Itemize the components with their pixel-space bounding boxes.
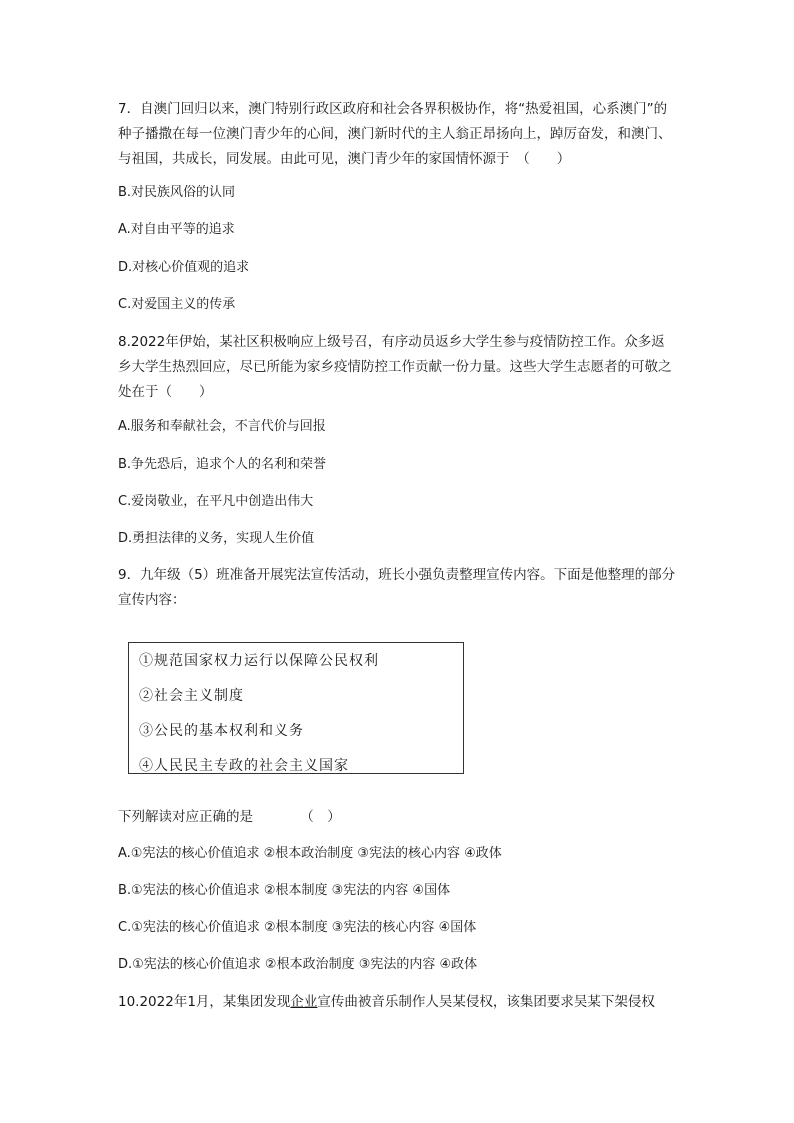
q9-box-item-2: ②社会主义制度 (139, 688, 244, 704)
q10-stem (118, 990, 678, 1015)
q7-stem: 7．自澳门回归以来，澳门特别行政区政府和社会各界积极协作，将“热爱祖国，心系澳门”的种子播撒在每一位澳门青少年的心间，澳门新时代的主人翁正昂扬向上，踔厉奋发，和澳门、与祖国，共成长，同发展。由此可见，澳门青少年的家国情怀源于 （ ） (118, 101, 672, 167)
q9-box-item-3: ③公民的基本权利和义务 (139, 723, 304, 739)
q9-question: 下列解读对应正确的是 （ ） (118, 809, 341, 825)
q9-option-b: B.①宪法的核心价值追求 ②根本制度 ③宪法的内容 ④国体 (118, 883, 451, 898)
q9-option-a: A.①宪法的核心价值追求 ②根本政治制度 ③宪法的核心内容 ④政体 (118, 846, 502, 861)
q9-option-c: C.①宪法的核心价值追求 ②根本制度 ③宪法的核心内容 ④国体 (118, 920, 477, 935)
q9-stem: 9．九年级（5）班准备开展宪法宣传活动，班长小强负责整理宣传内容。下面是他整理的部分宣传内容： (118, 567, 676, 608)
q9-content-box (128, 642, 464, 774)
q8-option-c: C.爱岗敬业，在平凡中创造出伟大 (118, 494, 314, 509)
q9-box-item-4: ④人民民主专政的社会主义国家 (139, 758, 349, 774)
q7-option-2: A.对自由平等的追求 (118, 222, 235, 237)
q7-option-4: C.对爱国主义的传承 (118, 297, 236, 312)
q8-option-a: A.服务和奉献社会，不言代价与回报 (118, 419, 326, 434)
q8-option-b: B.争先恐后，追求个人的名利和荣誉 (118, 457, 327, 472)
q7-option-3: D.对核心价值观的追求 (118, 260, 250, 275)
q9-box-item-1: ①规范国家权力运行以保障公民权利 (139, 653, 379, 669)
q8-stem: 8.2022年伊始，某社区积极响应上级号召，有序动员返乡大学生参与疫情防控工作。众多返乡大学生热烈回应，尽已所能为家乡疫情防控工作贡献一份力量。这些大学生志愿者的可敬之处在于（ ） (118, 334, 672, 400)
q10-stem-part2: 宣传曲被音乐制作人吴某侵权，该集团要求吴某下架侵权 (317, 994, 655, 1010)
q7-option-1: B.对民族风俗的认同 (118, 185, 236, 200)
q9-option-d: D.①宪法的核心价值追求 ②根本政治制度 ③宪法的内容 ④政体 (118, 957, 478, 972)
q10-stem-underlined: 企业 (290, 994, 318, 1010)
q10-stem-part1: 10.2022年1月，某集团发现 (118, 994, 291, 1010)
q8-option-d: D.勇担法律的义务，实现人生价值 (118, 531, 315, 546)
